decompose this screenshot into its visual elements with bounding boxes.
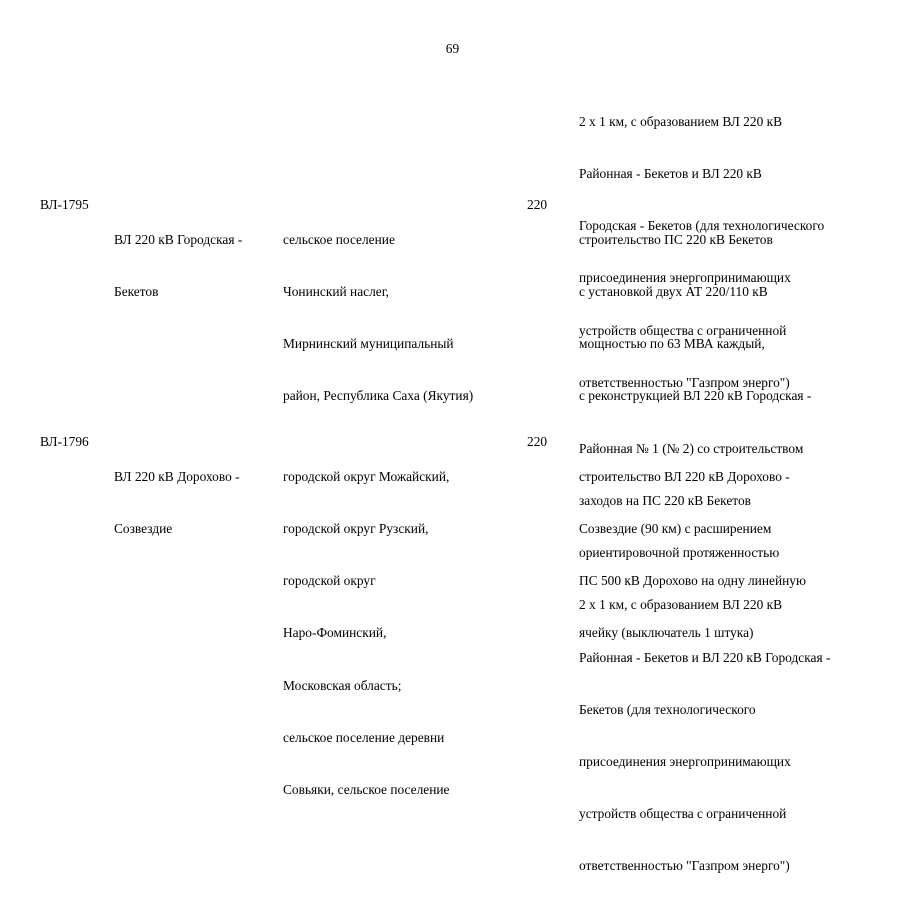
text-line: присоединения энергопринимающих: [579, 270, 791, 286]
text-line: городской округ Можайский,: [283, 468, 450, 484]
text-line: Наро-Фоминский,: [283, 625, 387, 641]
text-line: городской округ Рузский,: [283, 521, 429, 537]
text-line: ячейку (выключатель 1 штука): [579, 625, 754, 641]
text-line: Бекетов (для технологического: [579, 701, 756, 717]
row-id: ВЛ-1795: [40, 197, 89, 212]
text-line: сельское поселение деревни: [283, 729, 445, 745]
line-name: [114, 433, 240, 572]
voltage: 220: [527, 197, 548, 212]
text-line: сельское поселение: [283, 231, 395, 247]
text-line: присоединения энергопринимающих: [579, 754, 791, 769]
text-line: Чонинский наслег,: [283, 284, 390, 300]
text-line: Созвездие (90 км) с расширением: [579, 521, 772, 537]
text-line: мощностью по 63 МВА каждый,: [579, 336, 765, 352]
text-line: строительство ПС 220 кВ Бекетов: [579, 231, 773, 247]
text-line: ответственностью "Газпром энерго"): [579, 858, 790, 874]
text-line: ВЛ 220 кВ Городская -: [114, 231, 243, 247]
description: [579, 433, 806, 677]
text-line: Районная № 1 (№ 2) со строительством: [579, 440, 804, 456]
text-line: ориентировочной протяженностью: [579, 545, 780, 561]
text-line: Бекетов: [114, 284, 159, 300]
text-line: ВЛ 220 кВ Дорохово -: [114, 468, 240, 484]
text-line: заходов на ПС 220 кВ Бекетов: [579, 492, 751, 508]
text-line: строительство ВЛ 220 кВ Дорохово -: [579, 468, 790, 484]
text-line: с установкой двух АТ 220/110 кВ: [579, 284, 768, 300]
voltage: 220: [527, 434, 548, 449]
text-line: Районная - Бекетов и ВЛ 220 кВ: [579, 166, 762, 182]
text-line: ПС 500 кВ Дорохово на одну линейную: [579, 573, 806, 589]
location: [283, 433, 450, 833]
text-line: 2 х 1 км, с образованием ВЛ 220 кВ: [579, 113, 783, 129]
text-line: Московская область;: [283, 677, 402, 693]
text-line: устройств общества с ограниченной: [579, 322, 787, 338]
text-line: Мирнинский муниципальный: [283, 336, 454, 352]
text-line: 2 х 1 км, с образованием ВЛ 220 кВ: [579, 597, 783, 613]
text-line: Районная - Бекетов и ВЛ 220 кВ Городская -: [579, 649, 831, 665]
text-line: городской округ: [283, 573, 376, 589]
text-line: Городская - Бекетов (для технологического: [579, 218, 825, 234]
row-id: ВЛ-1796: [40, 434, 89, 449]
text-line: район, Республика Саха (Якутия): [283, 388, 474, 404]
text-line: ответственностью "Газпром энерго"): [579, 374, 790, 390]
page-number: 69: [445, 41, 460, 56]
line-name: [114, 196, 242, 335]
text-line: Совьяки, сельское поселение: [283, 782, 450, 798]
location: [283, 196, 473, 440]
text-line: с реконструкцией ВЛ 220 кВ Городская -: [579, 388, 812, 404]
text-line: устройств общества с ограниченной: [579, 806, 787, 822]
text-line: Созвездие: [114, 521, 173, 537]
